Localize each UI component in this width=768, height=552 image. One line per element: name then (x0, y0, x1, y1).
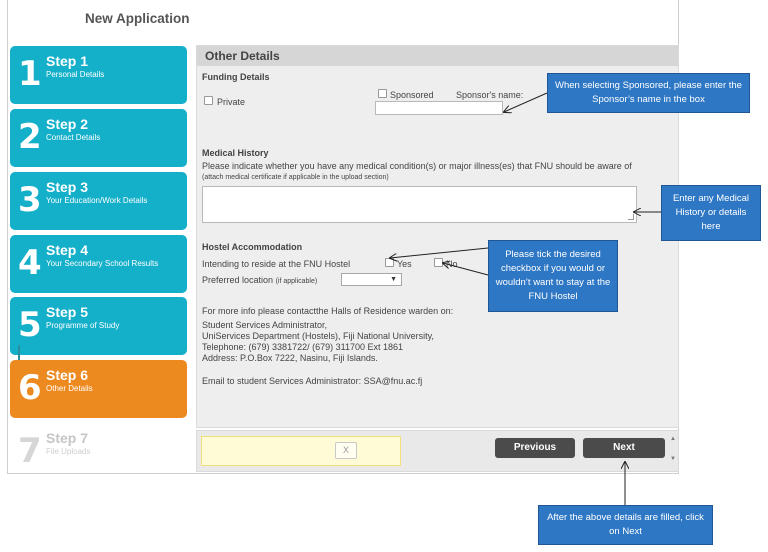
step-subtitle: Contact Details (46, 133, 101, 142)
step-number: 6 (18, 368, 42, 408)
sponsor-callout: When selecting Sponsored, please enter the Sponsor’s name in the box (547, 73, 750, 113)
private-label: Private (217, 97, 246, 107)
hostel-heading: Hostel Accommodation (202, 242, 303, 252)
hostel-intend-label: Intending to reside at the FNU Hostel (202, 259, 351, 269)
close-icon[interactable]: X (335, 442, 357, 459)
step-number: 5 (18, 305, 42, 345)
step-subtitle: Your Education/Work Details (46, 196, 148, 205)
preferred-location-text: Preferred location (202, 275, 274, 285)
medical-note: (attach medical certificate if applicable in the upload section) (202, 174, 389, 181)
funding-heading: Funding Details (202, 72, 270, 82)
step-title: Step 1 (46, 53, 89, 69)
step-title: Step 5 (46, 304, 89, 320)
scroll-down-icon[interactable]: ▼ (670, 456, 676, 462)
hostel-callout: Please tick the desired checkbox if you would or wouldn’t want to stay at the FNU Hostel (488, 240, 618, 312)
sponsored-label: Sponsored (390, 90, 434, 100)
info-line: Student Services Administrator, (202, 320, 328, 330)
chevron-down-icon: ▼ (390, 276, 397, 283)
step-title: Step 4 (46, 242, 89, 258)
medical-heading: Medical History (202, 148, 269, 158)
step-number: 1 (18, 54, 42, 94)
sponsor-name-label: Sponsor's name: (456, 90, 524, 100)
info-email: Email to student Services Administrator: SSA@fnu.ac.fj (202, 376, 423, 386)
info-line: Telephone: (679) 3381722/ (679) 311700 Ext 1861 (202, 342, 403, 352)
info-intro: For more info please contactthe Halls of Residence warden on: (202, 306, 454, 316)
step-title: Step 2 (46, 116, 89, 132)
scroll-up-icon[interactable]: ▲ (670, 436, 676, 442)
step-title: Step 7 (46, 430, 89, 446)
hostel-no-label: No (446, 259, 458, 269)
step-subtitle: Programme of Study (46, 321, 120, 330)
medical-question: Please indicate whether you have any medical condition(s) or major illness(es) that FNU should be aware of (202, 161, 632, 171)
step-number: 4 (18, 243, 42, 283)
step-subtitle: Personal Details (46, 70, 105, 79)
page-title: New Application (85, 11, 190, 26)
step-subtitle: Your Secondary School Results (46, 259, 159, 268)
medical-callout: Enter any Medical History or details here (661, 185, 761, 241)
info-line: UniServices Department (Hostels), Fiji National University, (202, 331, 434, 341)
step-number: 2 (18, 117, 42, 157)
step-subtitle: Other Details (46, 384, 93, 393)
hostel-yes-arrow (390, 248, 488, 258)
panel-title: Other Details (197, 46, 678, 66)
next-button[interactable]: Next (583, 438, 665, 458)
step-subtitle: File Uploads (46, 447, 91, 456)
step-title: Step 6 (46, 367, 89, 383)
hostel-no-arrow (443, 263, 488, 275)
next-callout: After the above details are filled, click on Next (538, 505, 713, 545)
step-number: 7 (18, 431, 42, 471)
previous-button[interactable]: Previous (495, 438, 575, 458)
sponsor-arrow (504, 93, 547, 112)
hostel-yes-label: Yes (397, 259, 412, 269)
step-title: Step 3 (46, 179, 89, 195)
preferred-location-note: (if applicable) (275, 278, 318, 285)
step-number: 3 (18, 180, 42, 220)
info-line: Address: P.O.Box 7222, Nasinu, Fiji Islands. (202, 353, 378, 363)
